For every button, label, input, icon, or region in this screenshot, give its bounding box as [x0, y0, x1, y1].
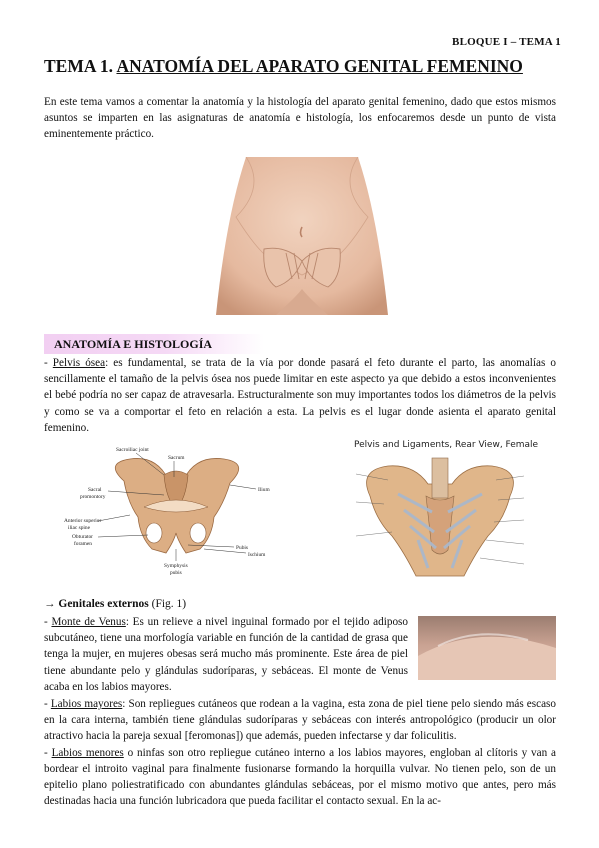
- pelvis-text: : es fundamental, se trata de la vía por donde pasará el feto durante el parto, las anomalías o sencillamente el tamaño de la pelvis ósea nos puede limitar en este aspecto ya que debido a estos inconvenientes el bebé podría no ser capaz de atravesarla. Estructuralmente son muy importantes todos los diámetros de la pelvis y como se va a comportar el feto en relación a esta. La pelvis es el lugar donde asienta el aparato genital femenino.: [44, 357, 556, 434]
- pelvis-term: Pelvis ósea: [52, 357, 106, 369]
- label-obturator-2: foramen: [74, 541, 92, 547]
- labios-mayores-paragraph: [44, 696, 556, 745]
- section-heading: ANATOMÍA E HISTOLOGÍA: [54, 337, 213, 351]
- page-title: [44, 56, 523, 77]
- label-asis-1: Anterior superior: [64, 518, 102, 524]
- labios-menores-term: Labios menores: [51, 746, 124, 759]
- intro-paragraph: En este tema vamos a comentar la anatomía y la histología del aparato genital femenino, dado que estos mismos asuntos se imparten en las asignaturas de anatomía e histología, los enfocaremos desde un punto de vista eminentemente práctico.: [44, 96, 556, 141]
- section-heading-band: [44, 334, 264, 354]
- mons-paragraph: [44, 614, 408, 695]
- pelvis-ligaments-figure: [348, 440, 539, 582]
- labios-menores-paragraph: [44, 745, 556, 810]
- torso-photo: [206, 157, 398, 315]
- mons-term: Monte de Venus: [51, 616, 126, 628]
- title-prefix: TEMA 1.: [44, 56, 114, 76]
- label-obturator-1: Obturator: [72, 534, 93, 540]
- lm-dash: -: [44, 698, 51, 710]
- lmn-dash: -: [44, 746, 52, 759]
- label-ilium: Ilium: [258, 487, 270, 493]
- label-ischium: Ischium: [248, 552, 266, 558]
- labios-section: [44, 696, 556, 809]
- figure-caption: Pelvis and Ligaments, Rear View, Female: [354, 440, 539, 450]
- label-asis-2: iliac spine: [68, 525, 91, 531]
- label-promontory-1: Sacral: [88, 487, 102, 493]
- label-sacroiliac: Sacroiliac joint: [116, 447, 149, 453]
- label-sacrum: Sacrum: [168, 455, 185, 461]
- pelvis-anterior-figure: [64, 445, 282, 579]
- label-symphysis-1: Symphysis: [164, 563, 188, 569]
- labios-menores-text: o ninfas son otro repliegue cutáneo interno a los labios mayores, engloban al clítoris y van a bordear el introito vaginal para finalmente fusionarse formando la horquilla vulvar. No tienen pelo, son de un epitelio plano poliestratificado con abundantes glándulas sebáceas, por el mismo motivo que antes, pero más destinadas hacia una función lubricadora que pueda facilitar el contacto sexual. En la ac-: [44, 746, 556, 808]
- pelvis-paragraph: - Pelvis ósea: es fundamental, se trata de la vía por donde pasará el feto durante el parto, las anomalías o sencillamente el tamaño de la pelvis ósea nos puede limitar en este aspecto ya que debido a estos inconvenientes el bebé podría no ser capaz de atravesarla. Estructuralmente son muy importantes todos los diámetros de la pelvis y como se va a comportar el feto en relación a esta. La pelvis es el lugar donde asienta el aparato genital femenino.: [44, 357, 556, 434]
- title-main: ANATOMÍA DEL APARATO GENITAL FEMENINO: [116, 56, 523, 76]
- labios-mayores-text: : Son repliegues cutáneos que rodean a la vagina, esta zona de piel tiene pelo siendo más escaso en la cara interna, también tiene glándulas sudoríparas y sebáceas con interés antropológico (producir un olor atractivo hacia la pareja sexual [feromonas]) que además, pueden infectarse y dar foliculitis.: [44, 698, 557, 743]
- pelvis-rear-illustration: [356, 458, 524, 576]
- label-pubis: Pubis: [236, 545, 248, 551]
- label-promontory-2: promontory: [80, 494, 106, 500]
- genitales-heading: [44, 598, 186, 610]
- label-symphysis-2: pubis: [170, 570, 182, 576]
- arrow-icon: →: [44, 598, 56, 610]
- genitales-title: Genitales externos: [58, 598, 149, 610]
- mons-text: : Es un relieve a nivel inguinal formado por el tejido adiposo subcutáneo, tiene una morfología variable en función de la cantidad de grasa que tenga la mujer, en mujeres obesas será mucho más prominente. Este área de piel tiene abundante pelo y glándulas sudoríparas, y sebáceas. El monte de Venus acaba en los labios mayores.: [44, 616, 408, 693]
- mons-photo: [418, 616, 556, 680]
- labios-mayores-term: Labios mayores: [50, 698, 123, 710]
- mons-dash: -: [44, 616, 52, 628]
- pelvis-bone-shape: [115, 458, 238, 553]
- fig-ref: (Fig. 1): [148, 598, 187, 610]
- header-section-label: BLOQUE I – TEMA 1: [452, 36, 561, 48]
